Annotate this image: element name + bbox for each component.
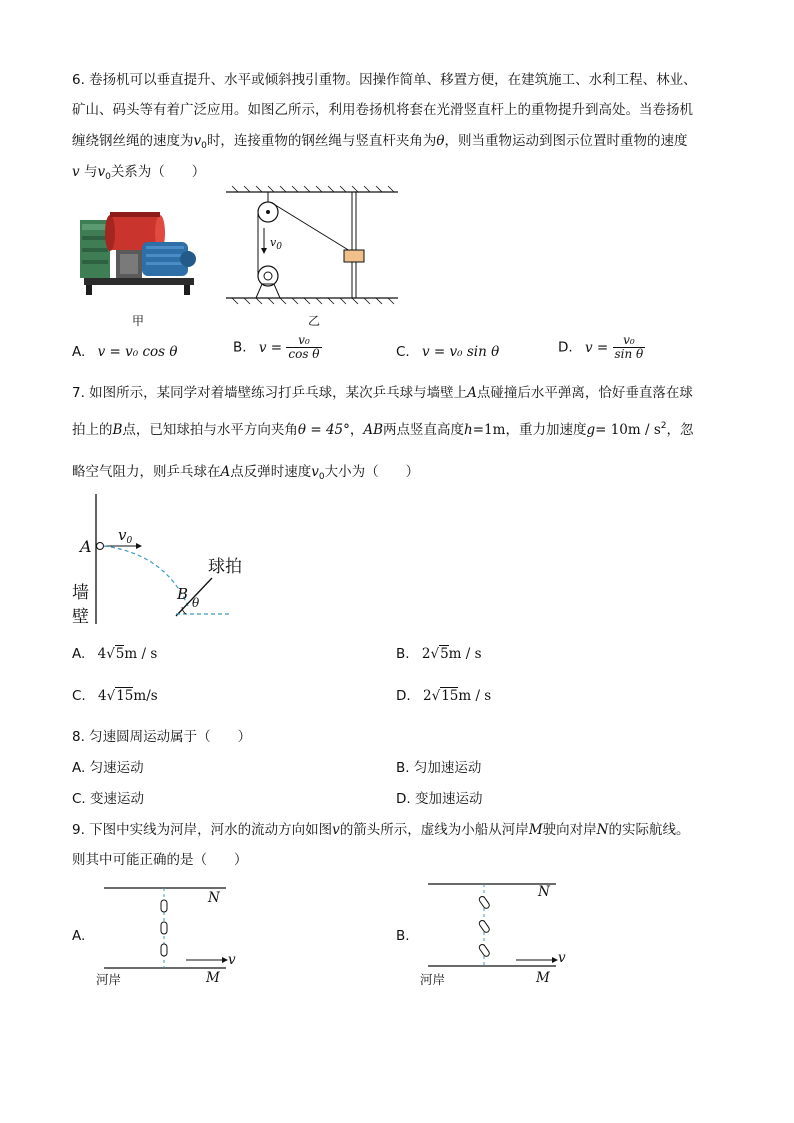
q6-option-b-label: B. [233, 339, 247, 356]
q6-option-d-lhs: v = [584, 339, 609, 356]
q9-a-label-bank: 河岸 [96, 972, 122, 987]
q6-option-c-expr: v = v₀ sin θ [422, 344, 500, 360]
q9-line-2: 则其中可能正确的是（ ） [72, 852, 248, 868]
fig-q6-v0-label: $v_0$ [270, 236, 282, 252]
q6-line-3-c: ，则当重物运动到图示位置时重物的速度 [444, 133, 688, 149]
q8-option-b[interactable]: B. 匀加速运动 [396, 760, 482, 776]
q6-v-symbol: v [72, 164, 80, 180]
q6-option-a-expr: v = v₀ cos θ [97, 344, 178, 360]
q6-v0-sub-2: 0 [105, 172, 111, 182]
boat-2 [478, 919, 490, 933]
q8-option-d[interactable]: D. 变加速运动 [396, 791, 483, 807]
q6-v0-sub: 0 [201, 141, 207, 151]
q9-b-label-m: M [536, 970, 550, 986]
boat-3 [478, 943, 490, 957]
q9-a-label-m: M [206, 970, 220, 986]
ball-a [97, 543, 104, 550]
q6-line-3 [72, 129, 688, 151]
q6-option-b-fraction: $\frac{\text{v₀}}{\text{cos θ}}$ [288, 333, 320, 361]
q6-line-3-b: 时，连接重物的钢丝绳与竖直杆夹角为 [206, 133, 437, 149]
fig-q7-label-v0: $v_0$ [118, 526, 133, 546]
pulley-diagram [224, 186, 400, 308]
q8-option-a[interactable]: A. 匀速运动 [72, 760, 144, 776]
q6-line-3-a: 缠绕钢丝绳的速度为 [72, 133, 194, 149]
q6-line-4-b: 关系为（ ） [110, 164, 206, 180]
q7-option-c[interactable]: C. 4√15m/s [72, 688, 158, 704]
q6-option-d[interactable] [558, 334, 645, 361]
q9-option-a-label[interactable]: A. [72, 928, 86, 944]
trajectory-dashed [104, 546, 188, 606]
q9-b-label-bank: 河岸 [420, 972, 446, 987]
q9-b-label-n: N [538, 884, 550, 900]
q6-option-b-lhs: v = [258, 339, 283, 356]
q6-yu: 与 [83, 164, 98, 180]
q6-option-b[interactable] [233, 334, 322, 361]
q7-line-1: 7. 如图所示，某同学对着墙壁练习打乒乓球，某次乒乓球与墙壁上A点碰撞后水平弹离，恰好垂直落在球 [72, 385, 693, 401]
q7-line-3: 略空气阻力，则乒乓球在A点反弹时速度$v_0$大小为（ ） [72, 464, 420, 482]
q6-line-2: 矿山、码头等有着广泛应用。如图乙所示，利用卷扬机将套在光滑竖直杆上的重物提升到高处。当卷扬机 [72, 102, 693, 118]
q9-option-b-diagram[interactable] [424, 874, 574, 974]
q6-option-c[interactable] [396, 344, 499, 360]
fig-q7-label-racket: 球拍 [208, 557, 242, 577]
caption-jia: 甲 [132, 314, 145, 328]
fig-q7-label-a: A [80, 537, 92, 556]
q9-a-label-n: N [208, 890, 220, 906]
fig-q7-label-wall-1: 墙 [72, 583, 89, 603]
boat-2 [161, 922, 167, 934]
winch-base [84, 278, 194, 285]
fig-q7-label-theta: θ [192, 596, 200, 610]
fig-q7-label-b: B [177, 585, 189, 603]
weight-block [344, 250, 364, 262]
boat-1 [161, 900, 167, 912]
q9-b-label-v: v [558, 950, 566, 966]
q6-option-a[interactable] [72, 344, 177, 360]
q7-option-b[interactable]: B. 2√5m / s [396, 646, 482, 662]
q7-line-2: 拍上的B点，已知球拍与水平方向夹角θ = 45°，AB两点竖直高度h=1m，重力加速度$g= 10m / s^2$，忽 [72, 421, 694, 438]
q6-option-c-label: C. [396, 344, 410, 360]
q8-option-c[interactable]: C. 变速运动 [72, 791, 145, 807]
q8-stem: 8. 匀速圆周运动属于（ ） [72, 729, 252, 745]
winch-photo [76, 202, 200, 300]
caption-yi: 乙 [308, 314, 321, 328]
q9-option-b-label[interactable]: B. [396, 928, 410, 944]
boat-3 [161, 944, 167, 956]
q6-line-1: 6. 卷扬机可以垂直提升、水平或倾斜拽引重物。因操作简单、移置方便，在建筑施工、水利工程、林业、 [72, 72, 697, 88]
rope-diagonal [272, 203, 350, 251]
q6-theta-symbol: θ [436, 133, 445, 149]
boat-1 [478, 895, 490, 909]
q6-v0-symbol-2: v [97, 164, 106, 180]
fig-q7-label-wall-2: 壁 [72, 607, 89, 627]
q9-line-1: 9. 下图中实线为河岸，河水的流动方向如图v的箭头所示，虚线为小船从河岸M驶向对岸N的实际航线。 [72, 822, 690, 838]
q6-option-d-label: D. [558, 339, 573, 356]
q6-option-d-fraction: $\frac{\text{v₀}}{\text{sin θ}}$ [614, 333, 644, 361]
q6-option-a-label: A. [72, 344, 86, 360]
q7-option-d[interactable]: D. 2√15m / s [396, 688, 492, 704]
q6-line-4 [72, 160, 205, 182]
q7-option-a[interactable]: A. 4√5m / s [72, 646, 158, 662]
q9-a-label-v: v [228, 952, 236, 968]
q6-v0-symbol: v [193, 133, 202, 149]
